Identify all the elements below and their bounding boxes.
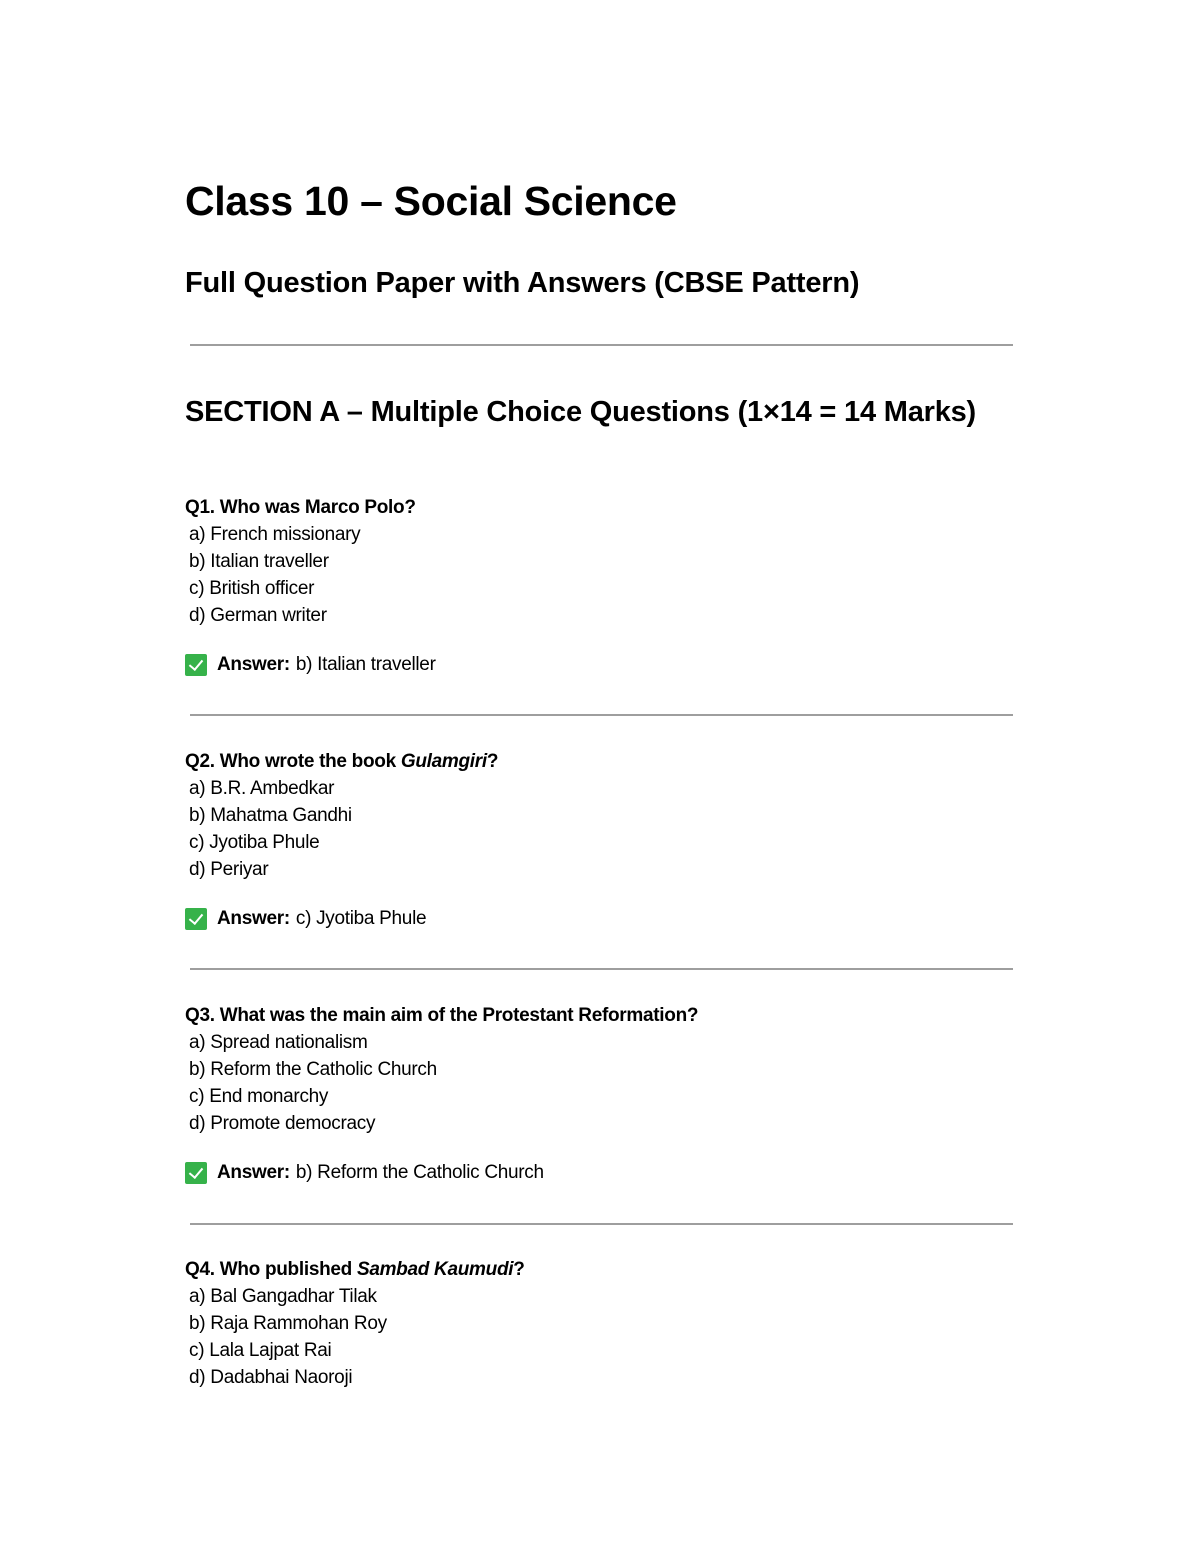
question-3 bbox=[185, 1002, 1015, 1186]
question-number: Q3. bbox=[185, 1005, 215, 1026]
option-a: a) French missionary bbox=[189, 524, 361, 545]
option-d: d) German writer bbox=[189, 605, 327, 626]
question-2-text bbox=[185, 748, 1015, 775]
question-1-text bbox=[185, 494, 1015, 521]
question-4 bbox=[185, 1256, 1015, 1391]
option-a: a) Spread nationalism bbox=[189, 1032, 368, 1053]
section-a-heading: SECTION A – Multiple Choice Questions (1×14 = 14 Marks) bbox=[185, 396, 977, 428]
question-suffix: ? bbox=[513, 1259, 525, 1280]
question-1 bbox=[185, 494, 1015, 678]
answer-text: c) Jyotiba Phule bbox=[295, 908, 427, 929]
option-b: b) Reform the Catholic Church bbox=[189, 1059, 437, 1080]
question-text: Who wrote the book bbox=[219, 751, 396, 772]
option-b: b) Mahatma Gandhi bbox=[189, 805, 352, 826]
option-c: c) British officer bbox=[189, 578, 315, 599]
option-d: d) Periyar bbox=[189, 859, 269, 880]
divider bbox=[190, 1223, 1013, 1225]
question-number: Q1. bbox=[185, 497, 215, 518]
page-title: Class 10 – Social Science bbox=[185, 178, 677, 224]
question-text: What was the main aim of the Protestant Reformation? bbox=[219, 1005, 699, 1026]
check-mark-icon bbox=[185, 908, 207, 930]
option-c: c) Lala Lajpat Rai bbox=[189, 1340, 332, 1361]
answer-line bbox=[185, 905, 1015, 932]
answer-label: Answer: bbox=[217, 654, 290, 675]
answer-text: b) Reform the Catholic Church bbox=[295, 1162, 544, 1183]
check-mark-icon bbox=[185, 1162, 207, 1184]
answer-label: Answer: bbox=[217, 908, 290, 929]
question-suffix: ? bbox=[486, 751, 499, 772]
answer-line bbox=[185, 1159, 1015, 1186]
option-c: c) Jyotiba Phule bbox=[189, 832, 320, 853]
question-3-text bbox=[185, 1002, 1015, 1029]
option-b: b) Italian traveller bbox=[189, 551, 329, 572]
question-4-text bbox=[185, 1256, 1015, 1283]
answer-label: Answer: bbox=[217, 1162, 290, 1183]
answer-line bbox=[185, 651, 1015, 678]
question-text: Who published bbox=[219, 1259, 352, 1280]
option-d: d) Promote democracy bbox=[189, 1113, 376, 1134]
question-number: Q4. bbox=[185, 1259, 215, 1280]
question-number: Q2. bbox=[185, 751, 215, 772]
book-title: Gulamgiri bbox=[400, 751, 487, 772]
question-2 bbox=[185, 748, 1015, 932]
answer-text: b) Italian traveller bbox=[295, 654, 436, 675]
divider bbox=[190, 968, 1013, 970]
divider bbox=[190, 714, 1013, 716]
divider bbox=[190, 344, 1013, 346]
option-c: c) End monarchy bbox=[189, 1086, 329, 1107]
option-a: a) B.R. Ambedkar bbox=[189, 778, 335, 799]
page-subtitle: Full Question Paper with Answers (CBSE Pattern) bbox=[185, 267, 860, 299]
option-b: b) Raja Rammohan Roy bbox=[189, 1313, 387, 1334]
newspaper-title: Sambad Kaumudi bbox=[356, 1259, 514, 1280]
check-mark-icon bbox=[185, 654, 207, 676]
question-text: Who was Marco Polo? bbox=[219, 497, 416, 518]
option-d: d) Dadabhai Naoroji bbox=[189, 1367, 353, 1388]
option-a: a) Bal Gangadhar Tilak bbox=[189, 1286, 377, 1307]
